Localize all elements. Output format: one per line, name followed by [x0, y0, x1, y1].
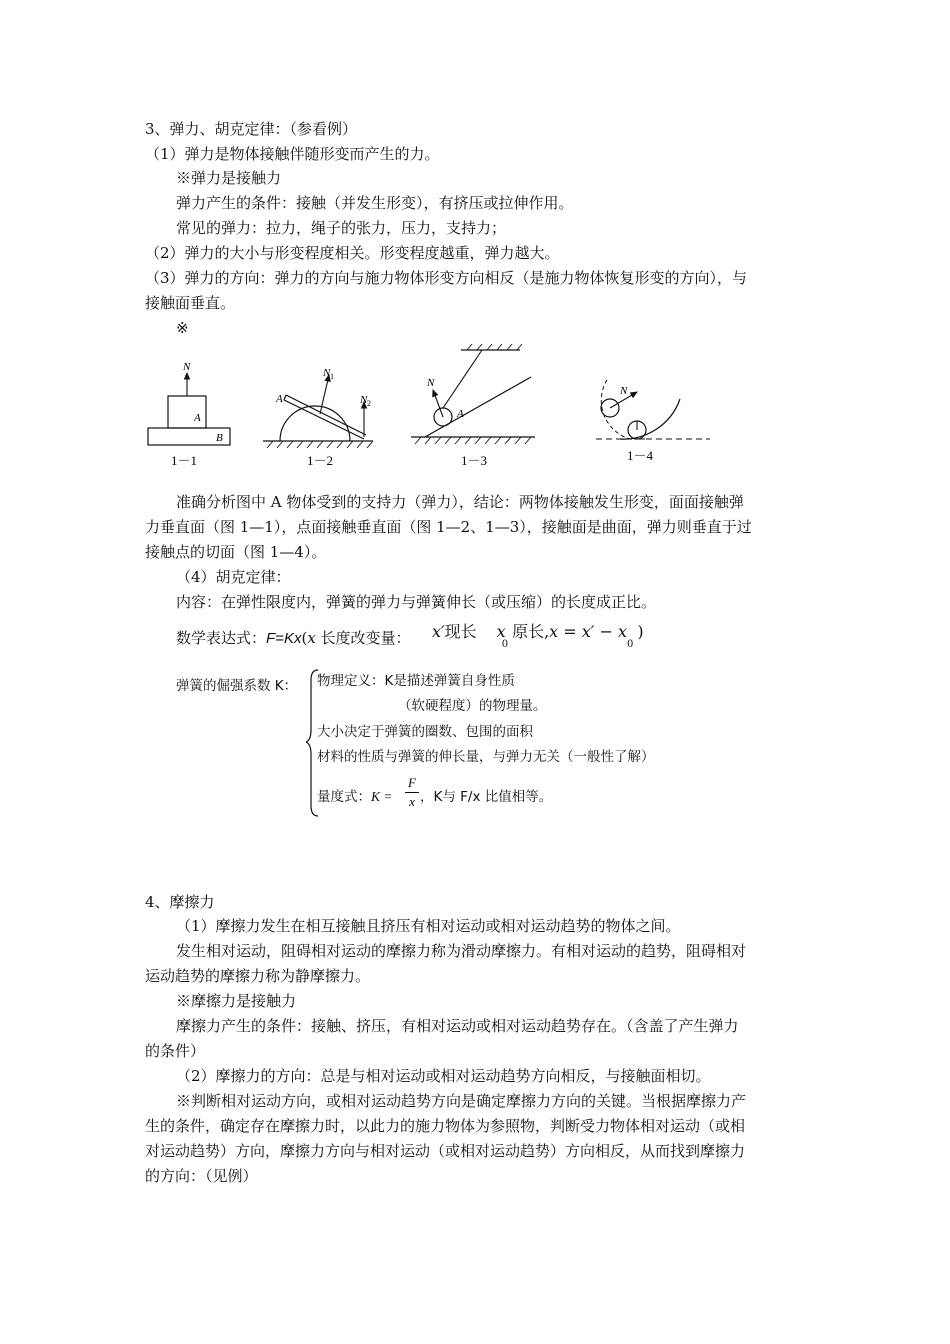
formula-eq: x = x′ − x	[549, 622, 628, 641]
force-diagrams	[130, 340, 730, 480]
figure-1-3	[411, 344, 535, 444]
measure-k: K =	[371, 789, 393, 804]
common-elastic-forces: 常见的弹力：拉力，绳子的张力，压力，支持力；	[176, 219, 507, 237]
formula-f-kx: F=Kx	[266, 630, 302, 647]
formula-orig: 原长,	[512, 622, 550, 641]
friction-para-1b: 发生相对运动，阻碍相对运动的摩擦力称为滑动摩擦力。有相对运动的趋势，阻碍相对	[176, 942, 747, 960]
fig1-label-b: B	[216, 432, 223, 444]
friction-judge-1: ※判断相对运动方向，或相对运动趋势方向是确定摩擦力方向的关键。当根据摩擦力产	[176, 1092, 747, 1110]
fig1-label-a: A	[194, 412, 201, 424]
fig4-label-n: N	[620, 385, 628, 397]
friction-judge-2: 生的条件，确定存在摩擦力时，以此力的施力物体为参照物，判断受力物体相对运动（或相	[145, 1117, 746, 1135]
fig1-label-n: N	[183, 361, 191, 373]
spring-depends-1: 大小决定于弹簧的圈数、包围的面积	[317, 724, 533, 740]
friction-para-1: （1）摩擦力发生在相互接触且挤压有相对运动或相对运动趋势的物体之间。	[176, 917, 681, 935]
fig2-label-n1: N	[323, 367, 331, 379]
section-3-heading: 3、弹力、胡克定律：（参看例）	[145, 120, 358, 138]
spring-def-2: （软硬程度）的物理量。	[398, 698, 547, 714]
fig2-label-a: A	[276, 393, 283, 405]
friction-para-1c: 运动趋势的摩擦力称为静摩擦力。	[145, 967, 371, 985]
analysis-line-3: 接触点的切面（图 1—4）。	[145, 543, 327, 561]
formula-x-prime: x′	[432, 622, 445, 641]
caption-1-2: 1－2	[307, 453, 334, 468]
measure-denominator: x	[409, 794, 415, 809]
friction-condition-1: 摩擦力产生的条件：接触、挤压，有相对运动或相对运动趋势存在。（含盖了产生弹力	[176, 1017, 739, 1035]
measure-prefix: 量度式：	[317, 789, 371, 805]
friction-judge-3: 对运动趋势）方向，摩擦力方向与相对运动（或相对运动趋势）方向相反，从而找到摩擦力	[145, 1142, 746, 1160]
elastic-condition: 弹力产生的条件：接触（并发生形变），有挤压或拉伸作用。	[176, 194, 574, 212]
friction-note: ※摩擦力是接触力	[176, 992, 297, 1010]
formula-now: 现长	[444, 622, 477, 641]
fig2-label-n2: N	[360, 394, 368, 406]
figure-1-4	[596, 380, 710, 439]
figure-1-2	[263, 367, 373, 448]
caption-1-1: 1－1	[171, 453, 198, 468]
formula-prefix: 数学表达式：	[176, 629, 267, 647]
paragraph-elastic-force-3a: （3）弹力的方向：弹力的方向与施力物体形变方向相反（是施力物体恢复形变的方向），与	[145, 269, 748, 287]
reference-mark: ※	[176, 319, 189, 337]
fig3-label-a: A	[457, 408, 464, 420]
measure-numerator: F	[408, 775, 416, 790]
formula-expression	[432, 622, 644, 649]
measure-suffix: ，K与 F/x 比值相等。	[420, 789, 553, 805]
friction-judge-4: 的方向：（见例）	[145, 1167, 258, 1185]
hooke-formula	[176, 628, 411, 649]
formula-open-paren: (	[301, 629, 308, 647]
formula-rest: 长度改变量：	[315, 629, 411, 647]
measure-fraction	[405, 776, 419, 809]
formula-close-paren: )	[637, 622, 644, 641]
spring-constant-label: 弹簧的倔强系数 K：	[176, 678, 298, 694]
paragraph-elastic-force-3b: 接触面垂直。	[145, 294, 236, 312]
formula-x0: x	[496, 622, 506, 641]
hooke-law-content: 内容：在弹性限度内，弹簧的弹力与弹簧伸长（或压缩）的长度成正比。	[176, 593, 657, 611]
hooke-law-heading: （4）胡克定律：	[176, 568, 291, 586]
paragraph-elastic-force-2: （2）弹力的大小与形变程度相关。形变程度越重，弹力越大。	[145, 244, 560, 262]
paragraph-elastic-force-1: （1）弹力是物体接触伴随形变而产生的力。	[145, 145, 440, 163]
fig3-label-n: N	[427, 377, 435, 389]
formula-sub0: 0	[501, 639, 509, 651]
fig2-label-n2-sub: 2	[367, 399, 371, 408]
fraction-bar	[405, 792, 419, 793]
analysis-line-2: 力垂直面（图 1—1），点面接触垂直面（图 1—2、1—3），接触面是曲面，弹力则垂直于过	[145, 518, 752, 536]
friction-direction: （2）摩擦力的方向：总是与相对运动或相对运动趋势方向相反，与接触面相切。	[176, 1067, 711, 1085]
section-4-heading: 4、摩擦力	[145, 893, 215, 911]
analysis-line-1: 准确分析图中 A 物体受到的支持力（弹力），结论：两物体接触发生形变，面面接触弹	[176, 493, 744, 511]
fig2-label-n1-sub: 1	[330, 372, 334, 381]
caption-1-4: 1－4	[627, 448, 654, 463]
caption-1-3: 1－3	[461, 453, 488, 468]
formula-x: x	[307, 629, 316, 647]
spring-def-1: 物理定义：K是描述弹簧自身性质	[317, 673, 515, 689]
note-contact-force: ※弹力是接触力	[176, 169, 282, 187]
spring-depends-2: 材料的性质与弹簧的伸长量，与弹力无关（一般性了解）	[317, 749, 655, 765]
friction-condition-2: 的条件）	[145, 1042, 206, 1060]
spring-measure	[317, 787, 393, 807]
formula-sub0b: 0	[627, 639, 634, 651]
figure-1-1	[148, 361, 230, 445]
